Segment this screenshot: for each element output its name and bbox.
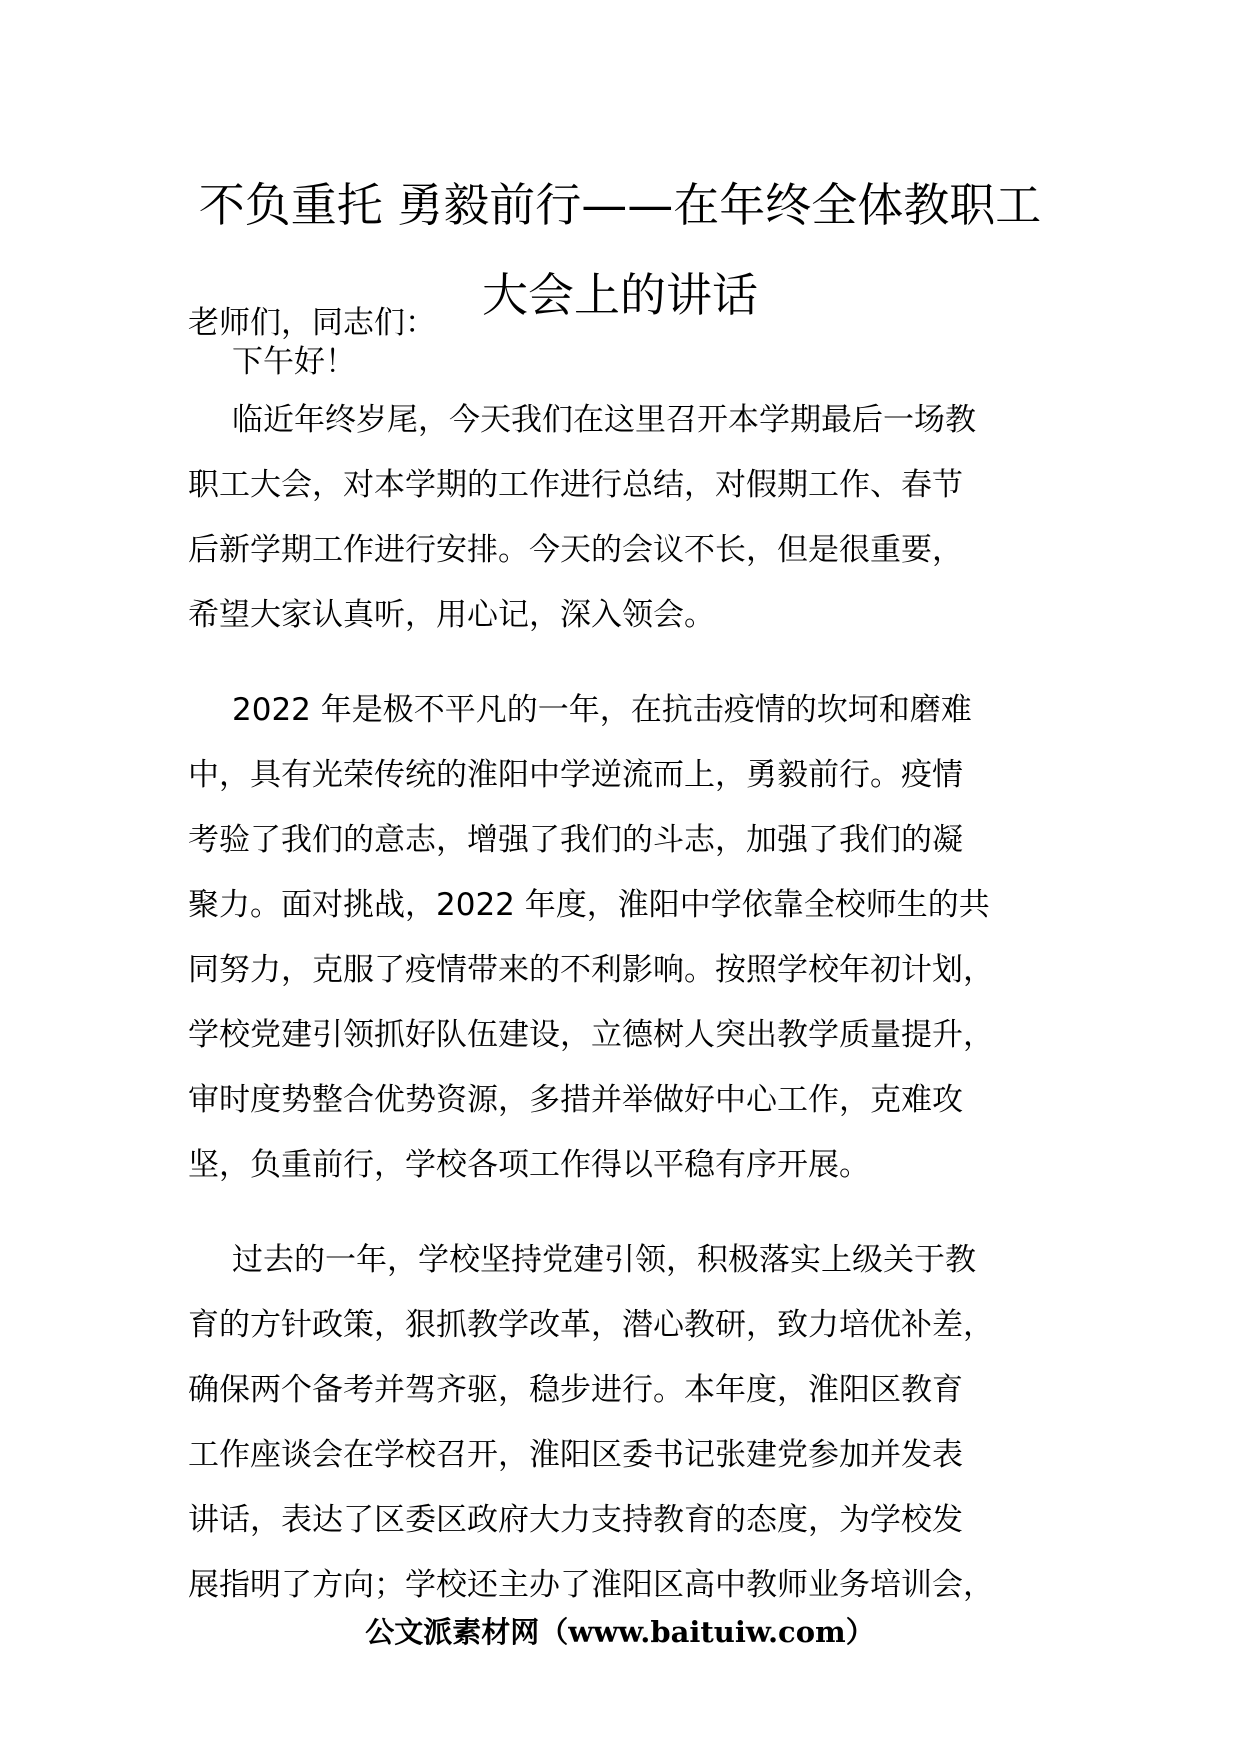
body-line: 下午好！ bbox=[232, 344, 356, 380]
paragraph-greeting bbox=[188, 330, 1052, 395]
body-line: 考验了我们的意志，增强了我们的斗志，加强了我们的凝 bbox=[188, 822, 963, 858]
body-line: 临近年终岁尾，今天我们在这里召开本学期最后一场教 bbox=[232, 402, 976, 438]
body-line: 讲话，表达了区委区政府大力支持教育的态度，为学校发 bbox=[188, 1502, 963, 1538]
paragraph-past-year bbox=[188, 1228, 1052, 1618]
body-line: 学校党建引领抓好队伍建设，立德树人突出教学质量提升， bbox=[188, 1017, 994, 1053]
salutation: 老师们，同志们： bbox=[188, 305, 436, 341]
body-line: 中，具有光荣传统的淮阳中学逆流而上，勇毅前行。疫情 bbox=[188, 757, 963, 793]
body-line: 展指明了方向；学校还主办了淮阳区高中教师业务培训会， bbox=[188, 1567, 994, 1603]
body-line: 2022 年是极不平凡的一年，在抗击疫情的坎坷和磨难 bbox=[232, 692, 972, 728]
paragraph-opening bbox=[188, 388, 1052, 648]
body-line: 工作座谈会在学校召开，淮阳区委书记张建党参加并发表 bbox=[188, 1437, 963, 1473]
body-line: 后新学期工作进行安排。今天的会议不长，但是很重要， bbox=[188, 532, 963, 568]
footer-source: 公文派素材网（www.baituiw.com） bbox=[365, 1615, 875, 1649]
body-line: 过去的一年，学校坚持党建引领，积极落实上级关于教 bbox=[232, 1242, 976, 1278]
body-line: 确保两个备考并驾齐驱，稳步进行。本年度，淮阳区教育 bbox=[188, 1372, 963, 1408]
body-line: 职工大会，对本学期的工作进行总结，对假期工作、春节 bbox=[188, 467, 963, 503]
title-line-2: 大会上的讲话 bbox=[482, 268, 758, 322]
body-line: 希望大家认真听，用心记，深入领会。 bbox=[188, 597, 715, 633]
body-line: 聚力。面对挑战，2022 年度，淮阳中学依靠全校师生的共 bbox=[188, 887, 990, 923]
title-line-1: 不负重托 勇毅前行——在年终全体教职工 bbox=[198, 178, 1042, 232]
body-line: 审时度势整合优势资源，多措并举做好中心工作，克难攻 bbox=[188, 1082, 963, 1118]
body-line: 坚，负重前行，学校各项工作得以平稳有序开展。 bbox=[188, 1147, 870, 1183]
body-line: 同努力，克服了疫情带来的不利影响。按照学校年初计划， bbox=[188, 952, 994, 988]
paragraph-2022-review bbox=[188, 678, 1052, 1198]
body-line: 育的方针政策，狠抓教学改革，潜心教研，致力培优补差， bbox=[188, 1307, 994, 1343]
